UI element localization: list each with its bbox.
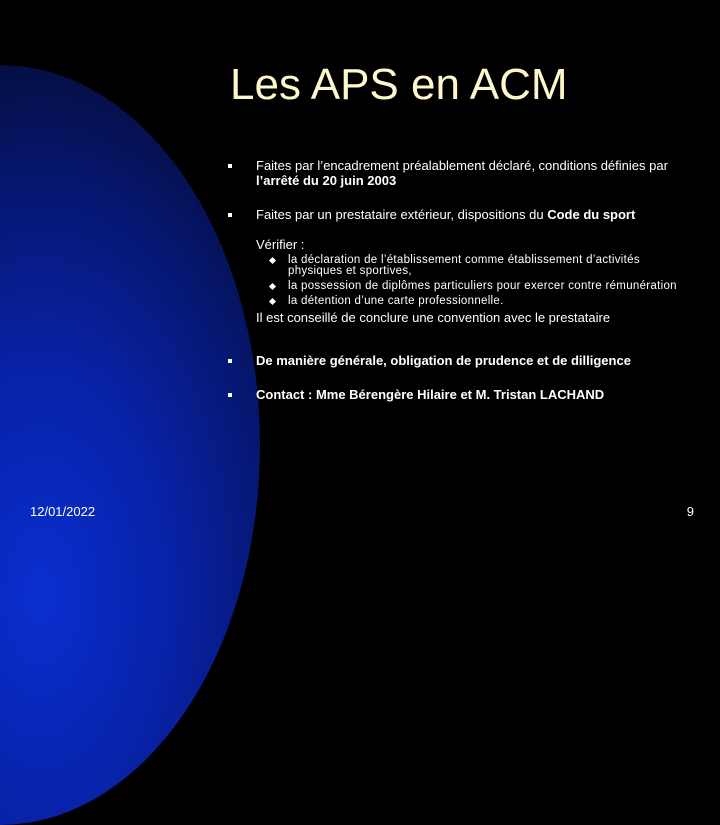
page-number: 9 bbox=[686, 504, 694, 519]
sub-item bbox=[226, 296, 696, 307]
bullet-contact-text: Contact : Mme Bérengère Hilaire et M. Tristan LACHAND bbox=[256, 387, 605, 402]
slide-title: Les APS en ACM bbox=[230, 60, 568, 109]
bullet-contact bbox=[226, 387, 696, 402]
background-blue-shape bbox=[0, 65, 260, 825]
sub-item-text: la possession de diplômes particuliers pour exercer contre rémunération bbox=[288, 280, 677, 292]
sub-item bbox=[226, 281, 696, 292]
bullet-prestataire-text: Faites par un prestataire extérieur, dispositions du bbox=[256, 207, 548, 222]
sub-item bbox=[226, 255, 696, 277]
bullet-encadrement-text: Faites par l’encadrement préalablement déclaré, conditions définies par bbox=[256, 158, 668, 173]
footer-date: 12/01/2022 bbox=[30, 504, 96, 519]
diamond-bullet-icon bbox=[269, 298, 276, 305]
bullet-general bbox=[226, 353, 696, 368]
sub-item-text: la détention d’une carte professionnelle. bbox=[288, 295, 504, 307]
bullet-encadrement-bold: l’arrêté du 20 juin 2003 bbox=[256, 173, 397, 188]
advice-text: Il est conseillé de conclure une convention avec le prestataire bbox=[256, 310, 611, 325]
bullet-encadrement bbox=[226, 158, 696, 188]
square-bullet-icon bbox=[228, 393, 232, 397]
verifier-label: Vérifier : bbox=[256, 237, 305, 252]
bullet-general-text: De manière générale, obligation de prudence et de dilligence bbox=[256, 353, 631, 368]
sub-item-text: la déclaration de l’établissement comme établissement d’activités physiques et sportives, bbox=[288, 254, 640, 277]
square-bullet-icon bbox=[228, 164, 232, 168]
diamond-bullet-icon bbox=[269, 283, 276, 290]
slide-content bbox=[226, 158, 696, 402]
square-bullet-icon bbox=[228, 359, 232, 363]
bullet-prestataire-bold: Code du sport bbox=[547, 207, 636, 222]
bullet-prestataire bbox=[226, 207, 696, 222]
diamond-bullet-icon bbox=[269, 257, 276, 264]
square-bullet-icon bbox=[228, 213, 232, 217]
